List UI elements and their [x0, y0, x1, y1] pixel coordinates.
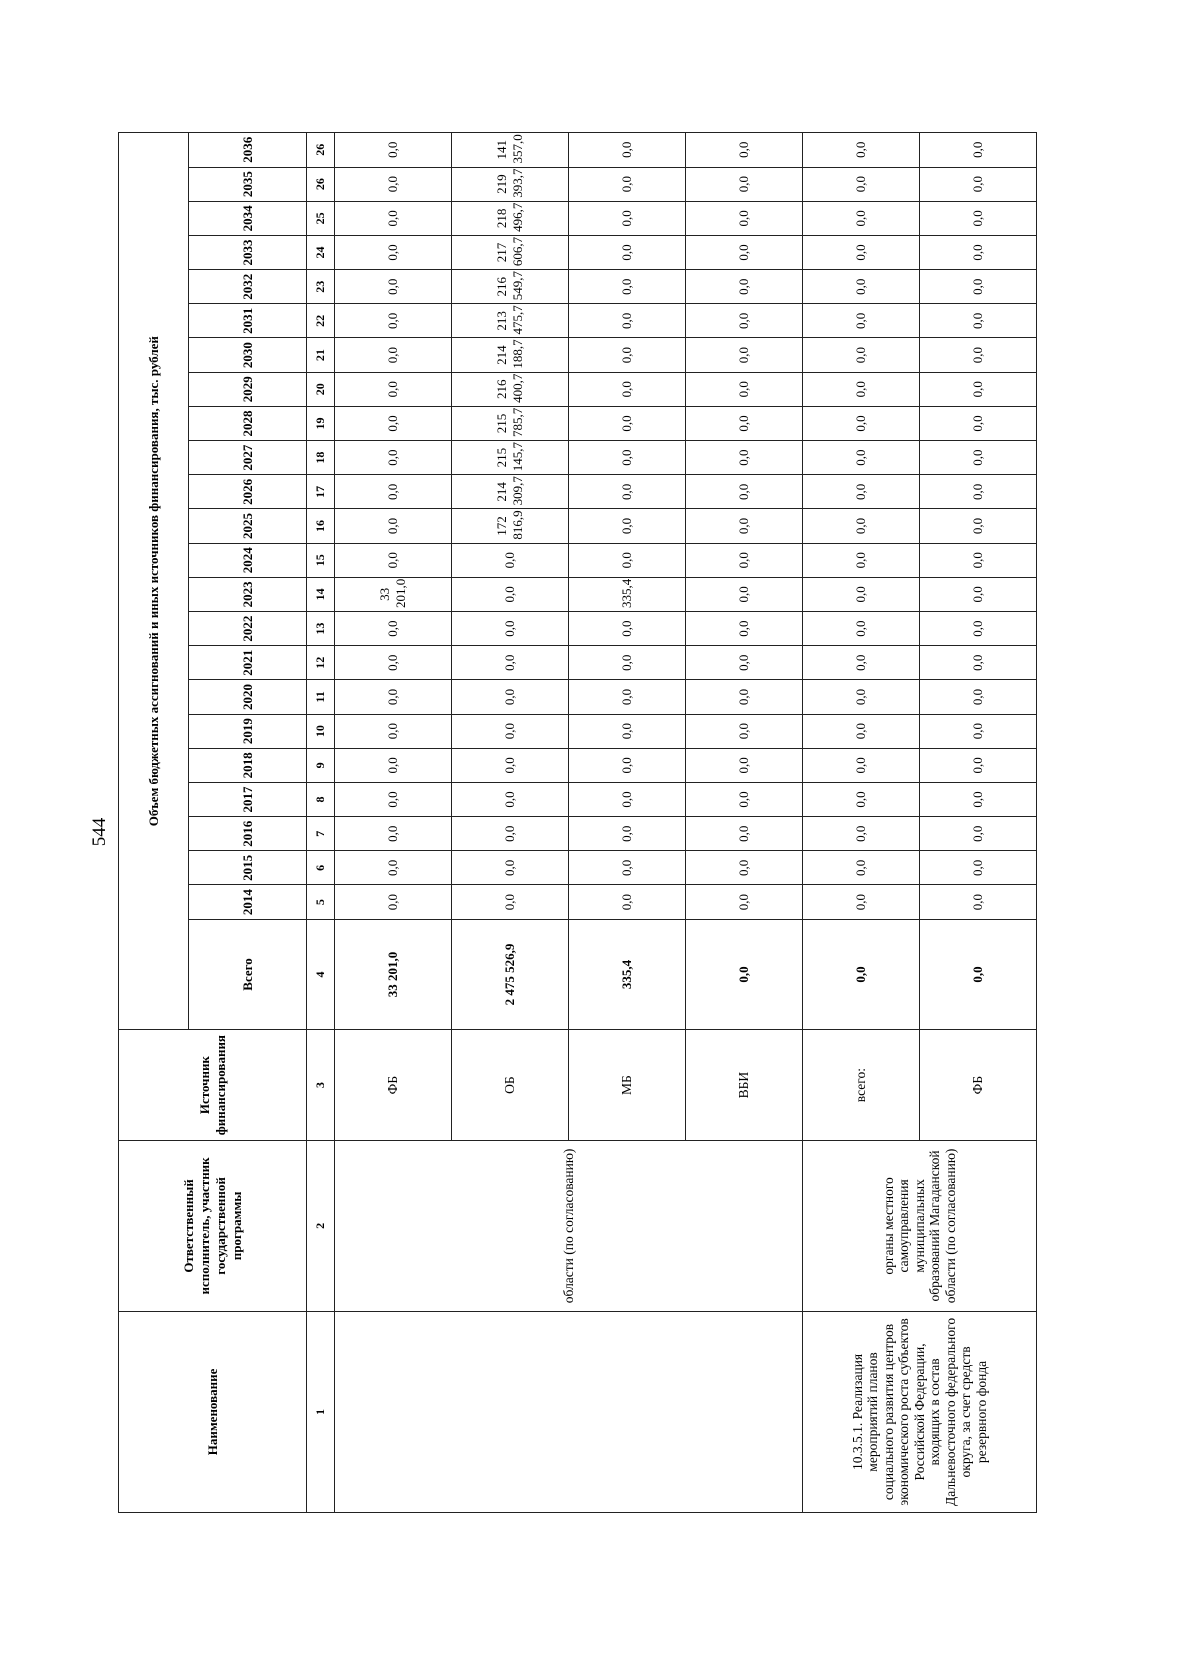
year-value: 0,0	[920, 885, 1037, 919]
funding-source: ФБ	[920, 1030, 1037, 1141]
year-value: 0,0	[569, 885, 686, 919]
year-value: 0,0	[569, 817, 686, 851]
year-value: 217 606,7	[452, 235, 569, 269]
header-year: 2036	[189, 133, 307, 168]
year-value: 0,0	[803, 782, 920, 816]
year-value: 0,0	[569, 235, 686, 269]
year-value: 0,0	[686, 167, 803, 201]
year-value: 0,0	[686, 201, 803, 235]
year-value: 0,0	[335, 270, 452, 304]
header-year: 2023	[189, 577, 307, 611]
year-value: 0,0	[335, 167, 452, 201]
year-value: 0,0	[335, 646, 452, 680]
year-value: 0,0	[686, 782, 803, 816]
funding-source: МБ	[569, 1030, 686, 1141]
year-value: 0,0	[686, 543, 803, 577]
header-year: 2018	[189, 748, 307, 782]
year-value: 0,0	[803, 304, 920, 338]
year-value: 0,0	[920, 817, 1037, 851]
year-value: 0,0	[686, 304, 803, 338]
year-value: 0,0	[335, 714, 452, 748]
year-value: 0,0	[569, 167, 686, 201]
header-year: 2032	[189, 270, 307, 304]
table-row	[803, 133, 920, 1513]
year-value: 0,0	[803, 338, 920, 372]
column-number: 14	[307, 577, 335, 611]
column-number: 6	[307, 851, 335, 885]
year-value: 0,0	[920, 714, 1037, 748]
funding-source: ОБ	[452, 1030, 569, 1141]
year-value: 0,0	[920, 782, 1037, 816]
year-value: 0,0	[686, 851, 803, 885]
year-value: 0,0	[569, 133, 686, 168]
header-year: 2033	[189, 235, 307, 269]
year-value: 0,0	[452, 646, 569, 680]
year-value: 0,0	[569, 338, 686, 372]
column-number: 1	[307, 1311, 335, 1512]
year-value: 0,0	[803, 372, 920, 406]
column-number: 20	[307, 372, 335, 406]
year-value: 0,0	[452, 611, 569, 645]
year-value: 0,0	[803, 577, 920, 611]
year-value: 0,0	[569, 680, 686, 714]
year-value: 0,0	[686, 714, 803, 748]
year-value: 213 475,7	[452, 304, 569, 338]
column-number: 11	[307, 680, 335, 714]
year-value: 214 309,7	[452, 475, 569, 509]
year-value: 0,0	[920, 372, 1037, 406]
year-value: 0,0	[920, 851, 1037, 885]
header-year: 2028	[189, 406, 307, 440]
column-number: 26	[307, 133, 335, 168]
year-value: 0,0	[452, 543, 569, 577]
year-value: 0,0	[335, 817, 452, 851]
year-value: 216 400,7	[452, 372, 569, 406]
year-value: 0,0	[920, 611, 1037, 645]
year-value: 0,0	[569, 543, 686, 577]
funding-source: всего:	[803, 1030, 920, 1141]
year-value: 0,0	[920, 441, 1037, 475]
year-value: 0,0	[686, 611, 803, 645]
year-value: 0,0	[686, 509, 803, 543]
year-value: 0,0	[335, 201, 452, 235]
year-value: 215 785,7	[452, 406, 569, 440]
year-value: 0,0	[920, 304, 1037, 338]
year-value: 0,0	[452, 714, 569, 748]
column-number: 17	[307, 475, 335, 509]
year-value: 0,0	[803, 475, 920, 509]
year-value: 0,0	[335, 885, 452, 919]
year-value: 0,0	[335, 372, 452, 406]
year-value: 0,0	[920, 543, 1037, 577]
row-total: 0,0	[803, 919, 920, 1030]
item-executor: области (по согласованию)	[335, 1140, 803, 1311]
year-value: 0,0	[569, 201, 686, 235]
year-value: 0,0	[569, 748, 686, 782]
column-number: 3	[307, 1030, 335, 1141]
column-number: 9	[307, 748, 335, 782]
item-name: 10.3.5.1. Реализация мероприятий планов социального развития центров экономического роста субъектов Российской Федерации, входящих в состав Дальневосточного федерального округа, за счет средств резервного фонда	[803, 1311, 1037, 1512]
funding-source: ВБИ	[686, 1030, 803, 1141]
header-year: 2015	[189, 851, 307, 885]
year-value: 0,0	[335, 441, 452, 475]
column-number: 26	[307, 167, 335, 201]
row-total: 2 475 526,9	[452, 919, 569, 1030]
header-year: 2025	[189, 509, 307, 543]
year-value: 0,0	[920, 270, 1037, 304]
header-year: 2029	[189, 372, 307, 406]
year-value: 0,0	[920, 406, 1037, 440]
year-value: 0,0	[335, 304, 452, 338]
year-value: 0,0	[452, 577, 569, 611]
page-number: 544	[89, 817, 110, 847]
year-value: 0,0	[920, 646, 1037, 680]
row-total: 33 201,0	[335, 919, 452, 1030]
year-value: 0,0	[452, 680, 569, 714]
year-value: 0,0	[686, 372, 803, 406]
year-value: 335,4	[569, 577, 686, 611]
header-year: 2024	[189, 543, 307, 577]
column-number: 12	[307, 646, 335, 680]
year-value: 214 188,7	[452, 338, 569, 372]
year-value: 215 145,7	[452, 441, 569, 475]
year-value: 0,0	[920, 201, 1037, 235]
year-value: 0,0	[686, 270, 803, 304]
year-value: 33 201,0	[335, 577, 452, 611]
year-value: 0,0	[686, 441, 803, 475]
header-total: Всего	[189, 919, 307, 1030]
year-value: 0,0	[803, 611, 920, 645]
year-value: 0,0	[452, 851, 569, 885]
year-value: 141 357,0	[452, 133, 569, 168]
year-value: 216 549,7	[452, 270, 569, 304]
year-value: 0,0	[335, 509, 452, 543]
year-value: 0,0	[569, 270, 686, 304]
year-value: 0,0	[920, 748, 1037, 782]
year-value: 0,0	[920, 338, 1037, 372]
year-value: 0,0	[803, 646, 920, 680]
year-value: 0,0	[803, 851, 920, 885]
year-value: 0,0	[335, 611, 452, 645]
column-number: 8	[307, 782, 335, 816]
year-value: 0,0	[569, 714, 686, 748]
year-value: 0,0	[686, 885, 803, 919]
year-value: 0,0	[686, 475, 803, 509]
year-value: 218 496,7	[452, 201, 569, 235]
header-year: 2035	[189, 167, 307, 201]
column-number: 4	[307, 919, 335, 1030]
year-value: 0,0	[803, 235, 920, 269]
year-value: 0,0	[920, 475, 1037, 509]
year-value: 0,0	[335, 235, 452, 269]
column-number: 13	[307, 611, 335, 645]
column-number: 21	[307, 338, 335, 372]
year-value: 0,0	[686, 338, 803, 372]
column-number: 23	[307, 270, 335, 304]
year-value: 0,0	[803, 817, 920, 851]
year-value: 0,0	[686, 235, 803, 269]
column-number: 15	[307, 543, 335, 577]
year-value: 0,0	[803, 680, 920, 714]
year-value: 0,0	[803, 167, 920, 201]
year-value: 0,0	[920, 509, 1037, 543]
year-value: 0,0	[452, 748, 569, 782]
year-value: 0,0	[569, 851, 686, 885]
column-number: 10	[307, 714, 335, 748]
table-row	[335, 133, 452, 1513]
year-value: 0,0	[569, 782, 686, 816]
item-executor: органы местного самоуправления муниципальных образований Магаданской области (по согласованию)	[803, 1140, 1037, 1311]
year-value: 0,0	[686, 577, 803, 611]
header-executor: Ответственный исполнитель, участник государственной программы	[119, 1140, 307, 1311]
column-number: 19	[307, 406, 335, 440]
row-total: 0,0	[920, 919, 1037, 1030]
header-year: 2030	[189, 338, 307, 372]
header-year: 2017	[189, 782, 307, 816]
column-number: 22	[307, 304, 335, 338]
column-number: 25	[307, 201, 335, 235]
header-year: 2019	[189, 714, 307, 748]
year-value: 0,0	[569, 646, 686, 680]
year-value: 0,0	[569, 611, 686, 645]
item-name	[335, 1311, 803, 1512]
year-value: 0,0	[803, 748, 920, 782]
year-value: 0,0	[686, 133, 803, 168]
year-value: 0,0	[335, 133, 452, 168]
header-year: 2026	[189, 475, 307, 509]
year-value: 0,0	[803, 543, 920, 577]
year-value: 0,0	[335, 748, 452, 782]
header-year: 2027	[189, 441, 307, 475]
year-value: 0,0	[686, 680, 803, 714]
year-value: 219 393,7	[452, 167, 569, 201]
year-value: 0,0	[569, 509, 686, 543]
row-total: 0,0	[686, 919, 803, 1030]
column-numbers-row	[307, 133, 335, 1513]
column-number: 16	[307, 509, 335, 543]
header-year: 2031	[189, 304, 307, 338]
column-number: 18	[307, 441, 335, 475]
column-number: 7	[307, 817, 335, 851]
year-value: 0,0	[335, 680, 452, 714]
year-value: 0,0	[803, 406, 920, 440]
header-year: 2016	[189, 817, 307, 851]
year-value: 0,0	[803, 509, 920, 543]
year-value: 0,0	[452, 782, 569, 816]
year-value: 0,0	[335, 543, 452, 577]
year-value: 0,0	[803, 441, 920, 475]
year-value: 0,0	[569, 441, 686, 475]
year-value: 0,0	[920, 133, 1037, 168]
year-value: 0,0	[335, 475, 452, 509]
year-value: 0,0	[803, 885, 920, 919]
year-value: 0,0	[452, 817, 569, 851]
year-value: 0,0	[569, 475, 686, 509]
header-year: 2021	[189, 646, 307, 680]
column-number: 5	[307, 885, 335, 919]
rotated-table-container	[118, 132, 1025, 1513]
year-value: 0,0	[335, 338, 452, 372]
year-value: 0,0	[335, 782, 452, 816]
header-year: 2020	[189, 680, 307, 714]
row-total: 335,4	[569, 919, 686, 1030]
column-number: 24	[307, 235, 335, 269]
header-year: 2022	[189, 611, 307, 645]
header-year: 2034	[189, 201, 307, 235]
year-value: 0,0	[335, 851, 452, 885]
header-name: Наименование	[119, 1311, 307, 1512]
year-value: 0,0	[569, 304, 686, 338]
header-volume: Объем бюджетных ассигнований и иных источников финансирования, тыс. рублей	[119, 133, 189, 1030]
header-year: 2014	[189, 885, 307, 919]
year-value: 0,0	[920, 167, 1037, 201]
year-value: 0,0	[920, 680, 1037, 714]
year-value: 0,0	[686, 748, 803, 782]
column-number: 2	[307, 1140, 335, 1311]
year-value: 0,0	[803, 714, 920, 748]
funding-source: ФБ	[335, 1030, 452, 1141]
budget-table	[118, 132, 1037, 1513]
year-value: 0,0	[803, 133, 920, 168]
year-value: 0,0	[452, 885, 569, 919]
header-source: Источник финансирования	[119, 1030, 307, 1141]
year-value: 0,0	[569, 406, 686, 440]
year-value: 0,0	[803, 270, 920, 304]
year-value: 0,0	[335, 406, 452, 440]
year-value: 0,0	[569, 372, 686, 406]
year-value: 0,0	[920, 577, 1037, 611]
year-value: 0,0	[686, 406, 803, 440]
year-value: 0,0	[803, 201, 920, 235]
year-value: 172 816,9	[452, 509, 569, 543]
year-value: 0,0	[920, 235, 1037, 269]
year-value: 0,0	[686, 817, 803, 851]
year-value: 0,0	[686, 646, 803, 680]
